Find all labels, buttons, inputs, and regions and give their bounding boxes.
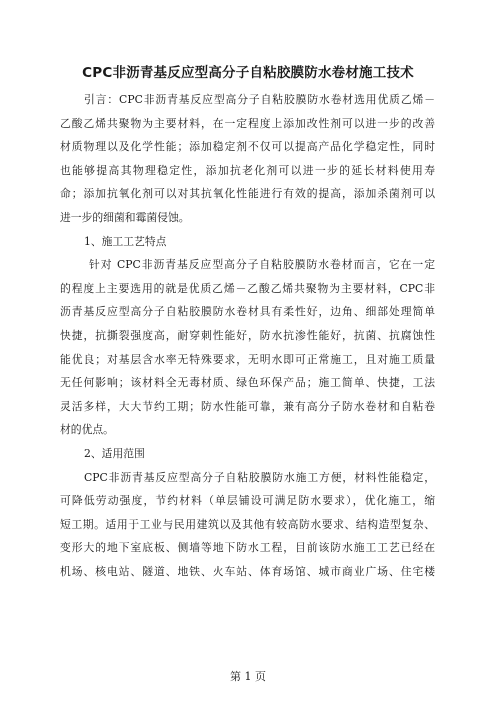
paragraph-line: 变形大的地下室底板、侧墙等地下防水工程，目前该防水施工工艺已经在: [60, 541, 435, 555]
paragraph-line: 引言：CPC非沥青基反应型高分子自粘胶膜防水卷材选用优质乙烯－: [84, 93, 435, 106]
paragraph-line: 的程度上主要选用的就是优质乙烯－乙酸乙烯共聚物为主要材料，CPC非: [60, 281, 435, 295]
page-number: 第 1 页: [230, 670, 266, 683]
section-1-paragraph: [60, 253, 435, 442]
paragraph-line: 快捷，抗撕裂强度高，耐穿刺性能好，防水抗渗性能好，抗菌、抗腐蚀性: [60, 328, 435, 342]
paragraph-line: 可降低劳动强度，节约材料（单层铺设可满足防水要求），优化施工，缩: [60, 494, 435, 508]
paragraph-line: 短工期。适用于工业与民用建筑以及其他有较高防水要求、结构造型复杂、: [60, 517, 435, 531]
paragraph-line: 能优良；对基层含水率无特殊要求，无明水即可正常施工，且对施工质量: [60, 352, 435, 366]
section-2-paragraph: [60, 466, 435, 584]
paragraph-line: CPC非沥青基反应型高分子自粘胶膜防水施工方便，材料性能稳定，: [84, 470, 435, 484]
paragraph-line: 针对 CPC非沥青基反应型高分子自粘胶膜防水卷材而言，它在一定: [89, 258, 435, 272]
paragraph-line: 材质物理以及化学性能；添加稳定剂不仅可以提高产品化学稳定性，同时: [60, 140, 435, 154]
paragraph-line: 无任何影响；该材料全无毒材质、绿色环保产品；施工简单、快捷，工法: [60, 376, 435, 390]
intro-paragraph: [60, 88, 435, 230]
paragraph-line: 沥青基反应型高分子自粘胶膜防水卷材具有柔性好，边角、细部处理简单: [60, 305, 435, 319]
paragraph-line: 进一步的细菌和霉菌侵蚀。: [60, 210, 190, 224]
paragraph-line: 命；添加抗氧化剂可以对其抗氧化性能进行有效的提高，添加杀菌剂可以: [60, 187, 435, 201]
paragraph-line: 灵活多样，大大节约工期；防水性能可靠，兼有高分子防水卷材和自粘卷: [60, 399, 435, 413]
paragraph-line: 乙酸乙烯共聚物为主要材料，在一定程度上添加改性剂可以进一步的改善: [60, 116, 435, 130]
section-heading-2: 2、适用范围: [84, 446, 145, 460]
section-heading-1: 1、施工工艺特点: [84, 234, 167, 248]
paragraph-line: 材的优点。: [60, 423, 114, 437]
paragraph-line: 也能够提高其物理稳定性，添加抗老化剂可以进一步的延长材料使用寿: [60, 163, 435, 177]
paragraph-line: 机场、核电站、隧道、地铁、火车站、体育场馆、城市商业广场、住宅楼: [60, 564, 435, 578]
document-title: CPC非沥青基反应型高分子自粘胶膜防水卷材施工技术: [82, 65, 414, 81]
document-body: [60, 88, 435, 583]
